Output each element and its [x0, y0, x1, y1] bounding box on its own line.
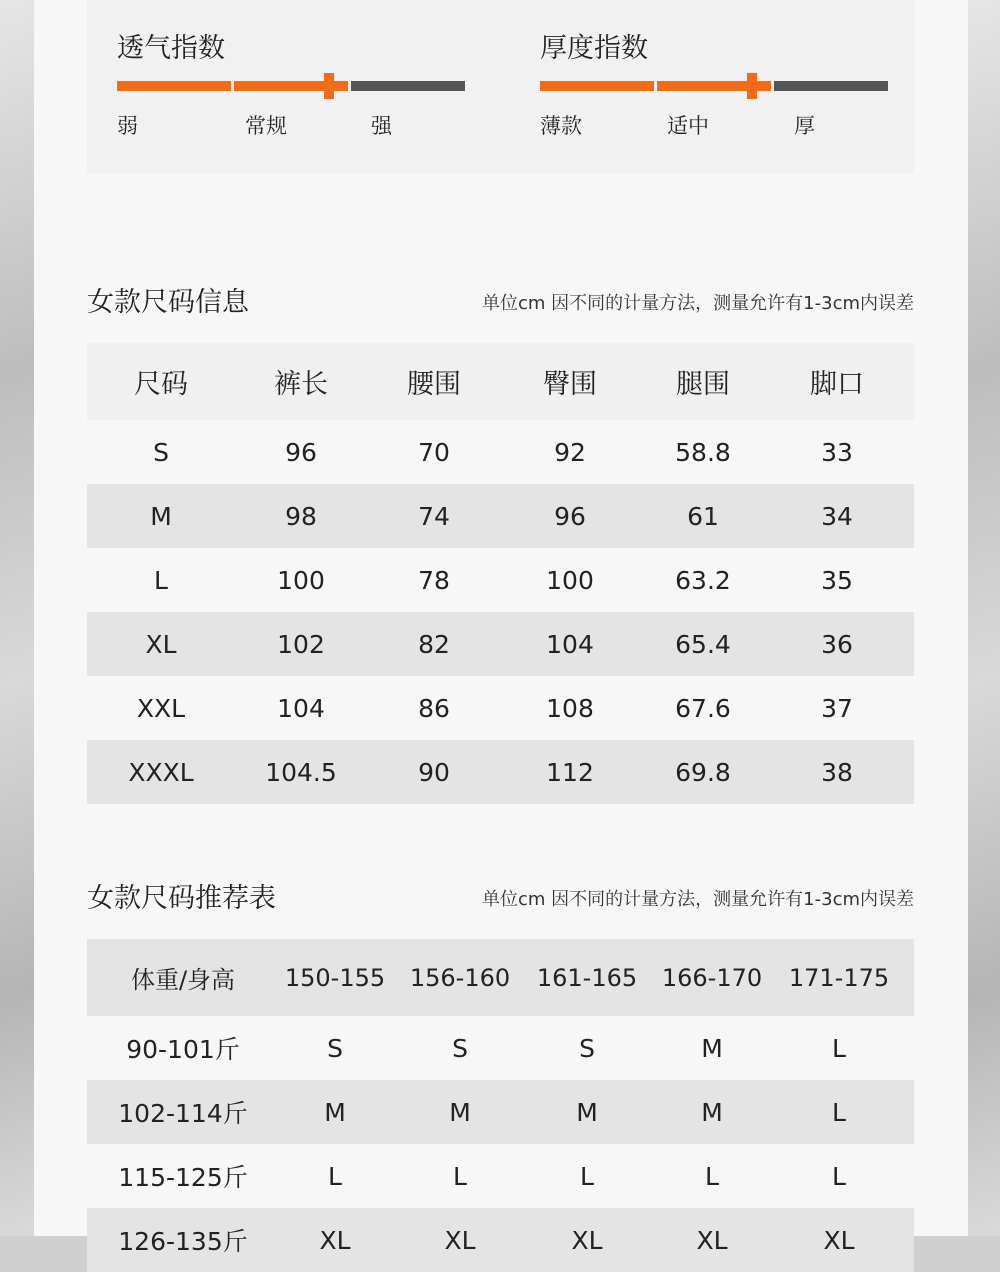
level-label: 适中 — [667, 114, 709, 138]
table-cell: 74 — [418, 501, 450, 531]
table-cell: XL — [145, 629, 177, 659]
table-cell: S — [327, 1033, 343, 1063]
table-row — [87, 1144, 914, 1208]
table-cell: 102-114斤 — [118, 1099, 248, 1128]
table-cell: 104 — [277, 693, 325, 723]
table-row — [87, 1208, 914, 1272]
table-cell: 86 — [418, 693, 450, 723]
table-cell: M — [576, 1097, 598, 1127]
table-row — [87, 676, 914, 740]
header-cell: 150-155 — [284, 963, 386, 992]
background-right — [968, 0, 1000, 1236]
table-row — [87, 740, 914, 804]
table-cell: 35 — [821, 565, 853, 595]
thickness-title: 厚度指数 — [540, 33, 648, 64]
table-header-row — [87, 939, 914, 1016]
table-cell: 98 — [285, 501, 317, 531]
table-cell: M — [449, 1097, 471, 1127]
table-cell: 69.8 — [675, 757, 731, 787]
table-cell: 102 — [277, 629, 325, 659]
bar-segment — [117, 81, 231, 91]
table-cell: XL — [319, 1225, 351, 1255]
header-cell: 161-165 — [536, 963, 638, 992]
header-cell: 156-160 — [409, 963, 511, 992]
table-cell: 112 — [546, 757, 594, 787]
header-cell: 臀围 — [543, 369, 597, 400]
table-cell: L — [832, 1161, 846, 1191]
table-header-row — [87, 343, 914, 420]
table-row — [87, 1016, 914, 1080]
level-label: 薄款 — [540, 114, 582, 138]
table-cell: 96 — [554, 501, 586, 531]
table-cell: 96 — [285, 437, 317, 467]
table-cell: 58.8 — [675, 437, 731, 467]
table-cell: M — [701, 1033, 723, 1063]
table-cell: XL — [571, 1225, 603, 1255]
background-left — [0, 0, 34, 1236]
header-cell: 166-170 — [661, 963, 763, 992]
table-cell: S — [452, 1033, 468, 1063]
table-cell: 92 — [554, 437, 586, 467]
recommend-title: 女款尺码推荐表 — [87, 883, 276, 914]
size-info-note: 单位cm 因不同的计量方法，测量允许有1-3cm内误差 — [482, 293, 914, 314]
table-row — [87, 484, 914, 548]
table-cell: XL — [823, 1225, 855, 1255]
table-cell: M — [150, 501, 172, 531]
table-cell: M — [701, 1097, 723, 1127]
content-panel — [34, 0, 968, 1256]
fabric-index-card — [87, 0, 914, 173]
table-cell: S — [153, 437, 169, 467]
table-cell: XL — [696, 1225, 728, 1255]
level-label: 厚 — [794, 114, 815, 138]
table-cell: 34 — [821, 501, 853, 531]
table-cell: 115-125斤 — [118, 1163, 248, 1192]
table-cell: 126-135斤 — [118, 1227, 248, 1256]
header-cell: 腰围 — [407, 369, 461, 400]
table-cell: 36 — [821, 629, 853, 659]
table-cell: 38 — [821, 757, 853, 787]
table-cell: 90-101斤 — [126, 1035, 240, 1064]
table-cell: L — [832, 1033, 846, 1063]
table-cell: S — [579, 1033, 595, 1063]
table-cell: L — [453, 1161, 467, 1191]
table-row — [87, 548, 914, 612]
table-cell: XXXL — [128, 757, 194, 787]
level-marker — [737, 81, 767, 91]
table-cell: 70 — [418, 437, 450, 467]
recommend-note: 单位cm 因不同的计量方法，测量允许有1-3cm内误差 — [482, 889, 914, 910]
level-marker — [314, 81, 344, 91]
table-cell: 82 — [418, 629, 450, 659]
table-row — [87, 612, 914, 676]
size-info-title: 女款尺码信息 — [87, 287, 249, 318]
table-cell: XXL — [136, 693, 186, 723]
header-cell: 尺码 — [134, 369, 188, 400]
table-cell: L — [832, 1097, 846, 1127]
bar-segment — [540, 81, 654, 91]
bar-segment — [351, 81, 465, 91]
table-cell: L — [154, 565, 168, 595]
table-cell: L — [580, 1161, 594, 1191]
header-cell: 腿围 — [676, 369, 730, 400]
table-cell: 63.2 — [675, 565, 731, 595]
header-cell: 裤长 — [274, 369, 328, 400]
table-row — [87, 420, 914, 484]
table-cell: 37 — [821, 693, 853, 723]
table-cell: 33 — [821, 437, 853, 467]
table-cell: 67.6 — [675, 693, 731, 723]
table-cell: L — [328, 1161, 342, 1191]
table-cell: M — [324, 1097, 346, 1127]
table-cell: L — [705, 1161, 719, 1191]
table-cell: 100 — [546, 565, 594, 595]
table-cell: 100 — [277, 565, 325, 595]
header-cell: 体重/身高 — [130, 966, 236, 994]
table-cell: 90 — [418, 757, 450, 787]
breathability-title: 透气指数 — [117, 33, 225, 64]
level-label: 常规 — [245, 114, 287, 138]
table-cell: 78 — [418, 565, 450, 595]
level-label: 弱 — [117, 114, 138, 138]
bar-segment — [774, 81, 888, 91]
table-cell: 61 — [687, 501, 719, 531]
table-cell: 104.5 — [265, 757, 337, 787]
table-cell: 104 — [546, 629, 594, 659]
table-cell: 108 — [546, 693, 594, 723]
table-cell: XL — [444, 1225, 476, 1255]
level-label: 强 — [371, 114, 392, 138]
header-cell: 171-175 — [788, 963, 890, 992]
header-cell: 脚口 — [810, 369, 864, 400]
table-row — [87, 1080, 914, 1144]
table-cell: 65.4 — [675, 629, 731, 659]
